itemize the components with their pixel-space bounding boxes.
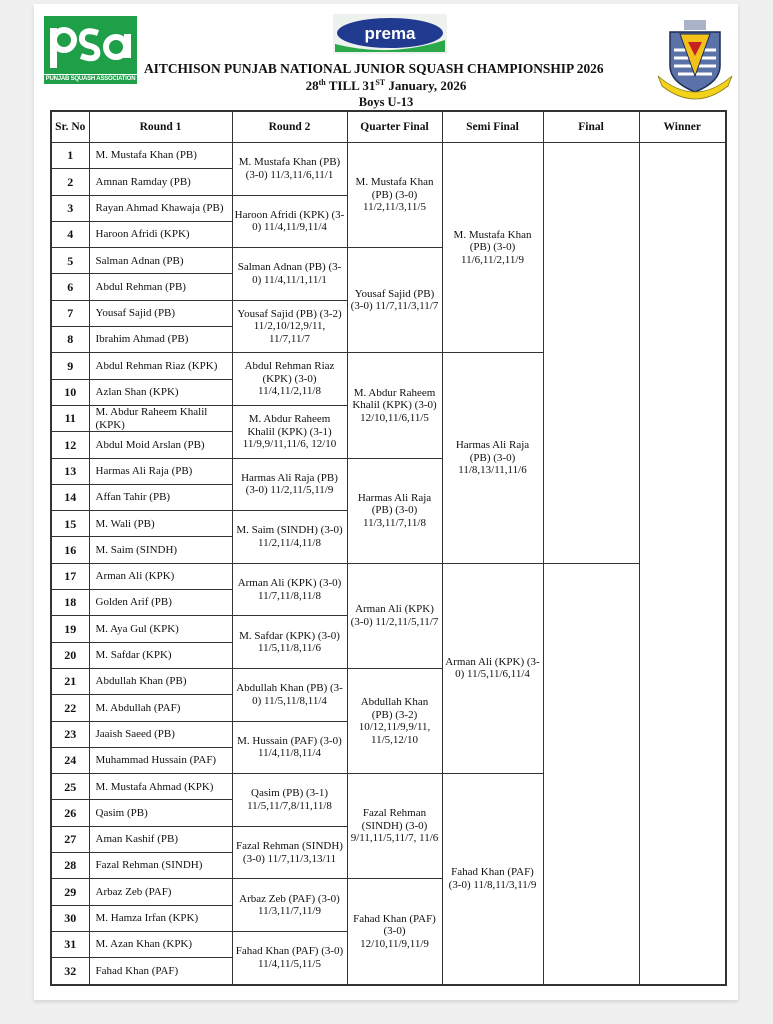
round1-player: M. Mustafa Khan (PB) (89, 143, 232, 169)
serial-number: 31 (51, 931, 89, 957)
round2-result: Abdul Rehman Riaz (KPK) (3-0) 11/4,11/2,11/8 (232, 353, 347, 406)
column-header-sr-no: Sr. No (51, 111, 89, 143)
column-header-round-1: Round 1 (89, 111, 232, 143)
document-page (34, 4, 738, 1000)
round2-result: M. Safdar (KPK) (3-0) 11/5,11/8,11/6 (232, 616, 347, 669)
round2-result: Haroon Afridi (KPK) (3-0) 11/4,11/9,11/4 (232, 195, 347, 248)
start-day-suffix: th (318, 78, 326, 87)
round1-player: Abdul Rehman (PB) (89, 274, 232, 300)
column-header-semi-final: Semi Final (442, 111, 543, 143)
round1-player: Fahad Khan (PAF) (89, 958, 232, 985)
psa-logo (44, 16, 137, 74)
round1-player: M. Saim (SINDH) (89, 537, 232, 563)
serial-number: 7 (51, 300, 89, 326)
round1-player: M. Wali (PB) (89, 511, 232, 537)
quarter-final-result: Yousaf Sajid (PB) (3-0) 11/7,11/3,11/7 (347, 248, 442, 353)
quarter-final-result: Fazal Rehman (SINDH) (3-0) 9/11,11/5,11/7, 11/6 (347, 774, 442, 879)
end-day-suffix: ST (375, 78, 386, 87)
serial-number: 1 (51, 143, 89, 169)
prema-logo (333, 14, 447, 54)
psa-logo-text: PUNJAB SQUASH ASSOCIATION (45, 76, 136, 82)
serial-number: 24 (51, 747, 89, 773)
serial-number: 12 (51, 432, 89, 458)
serial-number: 11 (51, 405, 89, 431)
serial-number: 8 (51, 327, 89, 353)
end-day: 31 (362, 78, 376, 93)
round2-result: Arman Ali (KPK) (3-0) 11/7,11/8,11/8 (232, 563, 347, 616)
quarter-final-result: Harmas Ali Raja (PB) (3-0) 11/3,11/7,11/8 (347, 458, 442, 563)
round2-result: M. Abdur Raheem Khalil (KPK) (3-1) 11/9,9/11,11/6, 12/10 (232, 405, 347, 458)
round1-player: Amnan Ramday (PB) (89, 169, 232, 195)
round1-player: Golden Arif (PB) (89, 590, 232, 616)
serial-number: 15 (51, 511, 89, 537)
round1-player: Muhammad Hussain (PAF) (89, 747, 232, 773)
round2-result: M. Saim (SINDH) (3-0) 11/2,11/4,11/8 (232, 511, 347, 564)
round2-result: Abdullah Khan (PB) (3-0) 11/5,11/8,11/4 (232, 668, 347, 721)
serial-number: 20 (51, 642, 89, 668)
serial-number: 30 (51, 905, 89, 931)
semi-final-result: Harmas Ali Raja (PB) (3-0) 11/8,13/11,11/6 (442, 353, 543, 563)
round1-player: Affan Tahir (PB) (89, 484, 232, 510)
serial-number: 17 (51, 563, 89, 589)
winner-result (639, 143, 726, 985)
serial-number: 16 (51, 537, 89, 563)
round1-player: M. Abdur Raheem Khalil (KPK) (89, 405, 232, 431)
table-row (51, 143, 726, 169)
quarter-final-result: Abdullah Khan (PB) (3-2) 10/12,11/9,9/11, 11/5,12/10 (347, 668, 442, 773)
serial-number: 9 (51, 353, 89, 379)
serial-number: 13 (51, 458, 89, 484)
serial-number: 26 (51, 800, 89, 826)
round1-player: M. Azan Khan (KPK) (89, 931, 232, 957)
serial-number: 4 (51, 221, 89, 247)
serial-number: 27 (51, 826, 89, 852)
start-day: 28 (305, 78, 319, 93)
category-title: Boys U-13 (358, 95, 414, 109)
round1-player: M. Hamza Irfan (KPK) (89, 905, 232, 931)
round1-player: Yousaf Sajid (PB) (89, 300, 232, 326)
table-header-row (51, 111, 726, 143)
column-header-final: Final (543, 111, 639, 143)
round2-result: Harmas Ali Raja (PB) (3-0) 11/2,11/5,11/9 (232, 458, 347, 511)
round1-player: Abdul Moid Arslan (PB) (89, 432, 232, 458)
quarter-final-result: Arman Ali (KPK) (3-0) 11/2,11/5,11/7 (347, 563, 442, 668)
round1-player: Qasim (PB) (89, 800, 232, 826)
semi-final-result: Arman Ali (KPK) (3-0) 11/5,11/6,11/4 (442, 563, 543, 773)
round2-result: Qasim (PB) (3-1) 11/5,11/7,8/11,11/8 (232, 774, 347, 827)
final-result (543, 143, 639, 564)
serial-number: 5 (51, 248, 89, 274)
round1-player: Jaaish Saeed (PB) (89, 721, 232, 747)
table-row (51, 563, 726, 589)
serial-number: 21 (51, 668, 89, 694)
round1-player: M. Abdullah (PAF) (89, 695, 232, 721)
serial-number: 29 (51, 879, 89, 905)
round1-player: Rayan Ahmad Khawaja (PB) (89, 195, 232, 221)
serial-number: 22 (51, 695, 89, 721)
round2-result: M. Hussain (PAF) (3-0) 11/4,11/8,11/4 (232, 721, 347, 774)
serial-number: 32 (51, 958, 89, 985)
round2-result: M. Mustafa Khan (PB) (3-0) 11/3,11/6,11/1 (232, 143, 347, 196)
round1-player: M. Safdar (KPK) (89, 642, 232, 668)
semi-final-result: Fahad Khan (PAF) (3-0) 11/8,11/3,11/9 (442, 774, 543, 985)
quarter-final-result: M. Abdur Raheem Khalil (KPK) (3-0) 12/10,11/6,11/5 (347, 353, 442, 458)
serial-number: 10 (51, 379, 89, 405)
round1-player: M. Mustafa Ahmad (KPK) (89, 774, 232, 800)
date-range (34, 78, 738, 93)
round2-result: Arbaz Zeb (PAF) (3-0) 11/3,11/7,11/9 (232, 879, 347, 932)
serial-number: 6 (51, 274, 89, 300)
round1-player: Ibrahim Ahmad (PB) (89, 327, 232, 353)
serial-number: 19 (51, 616, 89, 642)
round1-player: Arbaz Zeb (PAF) (89, 879, 232, 905)
round1-player: Fazal Rehman (SINDH) (89, 853, 232, 879)
round1-player: Salman Adnan (PB) (89, 248, 232, 274)
serial-number: 28 (51, 853, 89, 879)
round1-player: M. Aya Gul (KPK) (89, 616, 232, 642)
serial-number: 23 (51, 721, 89, 747)
svg-text:prema: prema (364, 24, 416, 43)
column-header-quarter-final: Quarter Final (347, 111, 442, 143)
round2-result: Salman Adnan (PB) (3-0) 11/4,11/1,11/1 (232, 248, 347, 301)
round2-result: Yousaf Sajid (PB) (3-2) 11/2,10/12,9/11, 11/7,11/7 (232, 300, 347, 353)
round2-result: Fazal Rehman (SINDH) (3-0) 11/7,11/3,13/11 (232, 826, 347, 879)
round1-player: Abdullah Khan (PB) (89, 668, 232, 694)
quarter-final-result: Fahad Khan (PAF) (3-0) 12/10,11/9,11/9 (347, 879, 442, 985)
quarter-final-result: M. Mustafa Khan (PB) (3-0) 11/2,11/3,11/5 (347, 143, 442, 248)
serial-number: 14 (51, 484, 89, 510)
draw-table (50, 110, 727, 986)
round1-player: Arman Ali (KPK) (89, 563, 232, 589)
round1-player: Abdul Rehman Riaz (KPK) (89, 353, 232, 379)
serial-number: 25 (51, 774, 89, 800)
serial-number: 2 (51, 169, 89, 195)
round2-result: Fahad Khan (PAF) (3-0) 11/4,11/5,11/5 (232, 931, 347, 984)
round1-player: Aman Kashif (PB) (89, 826, 232, 852)
month-year: January, 2026 (388, 78, 467, 93)
column-header-winner: Winner (639, 111, 726, 143)
serial-number: 18 (51, 590, 89, 616)
semi-final-result: M. Mustafa Khan (PB) (3-0) 11/6,11/2,11/9 (442, 143, 543, 353)
serial-number: 3 (51, 195, 89, 221)
round1-player: Harmas Ali Raja (PB) (89, 458, 232, 484)
final-result (543, 563, 639, 984)
round1-player: Azlan Shan (KPK) (89, 379, 232, 405)
document-title: AITCHISON PUNJAB NATIONAL JUNIOR SQUASH CHAMPIONSHIP 2026 (144, 61, 604, 76)
column-header-round-2: Round 2 (232, 111, 347, 143)
round1-player: Haroon Afridi (KPK) (89, 221, 232, 247)
till-label: TILL (328, 78, 360, 93)
